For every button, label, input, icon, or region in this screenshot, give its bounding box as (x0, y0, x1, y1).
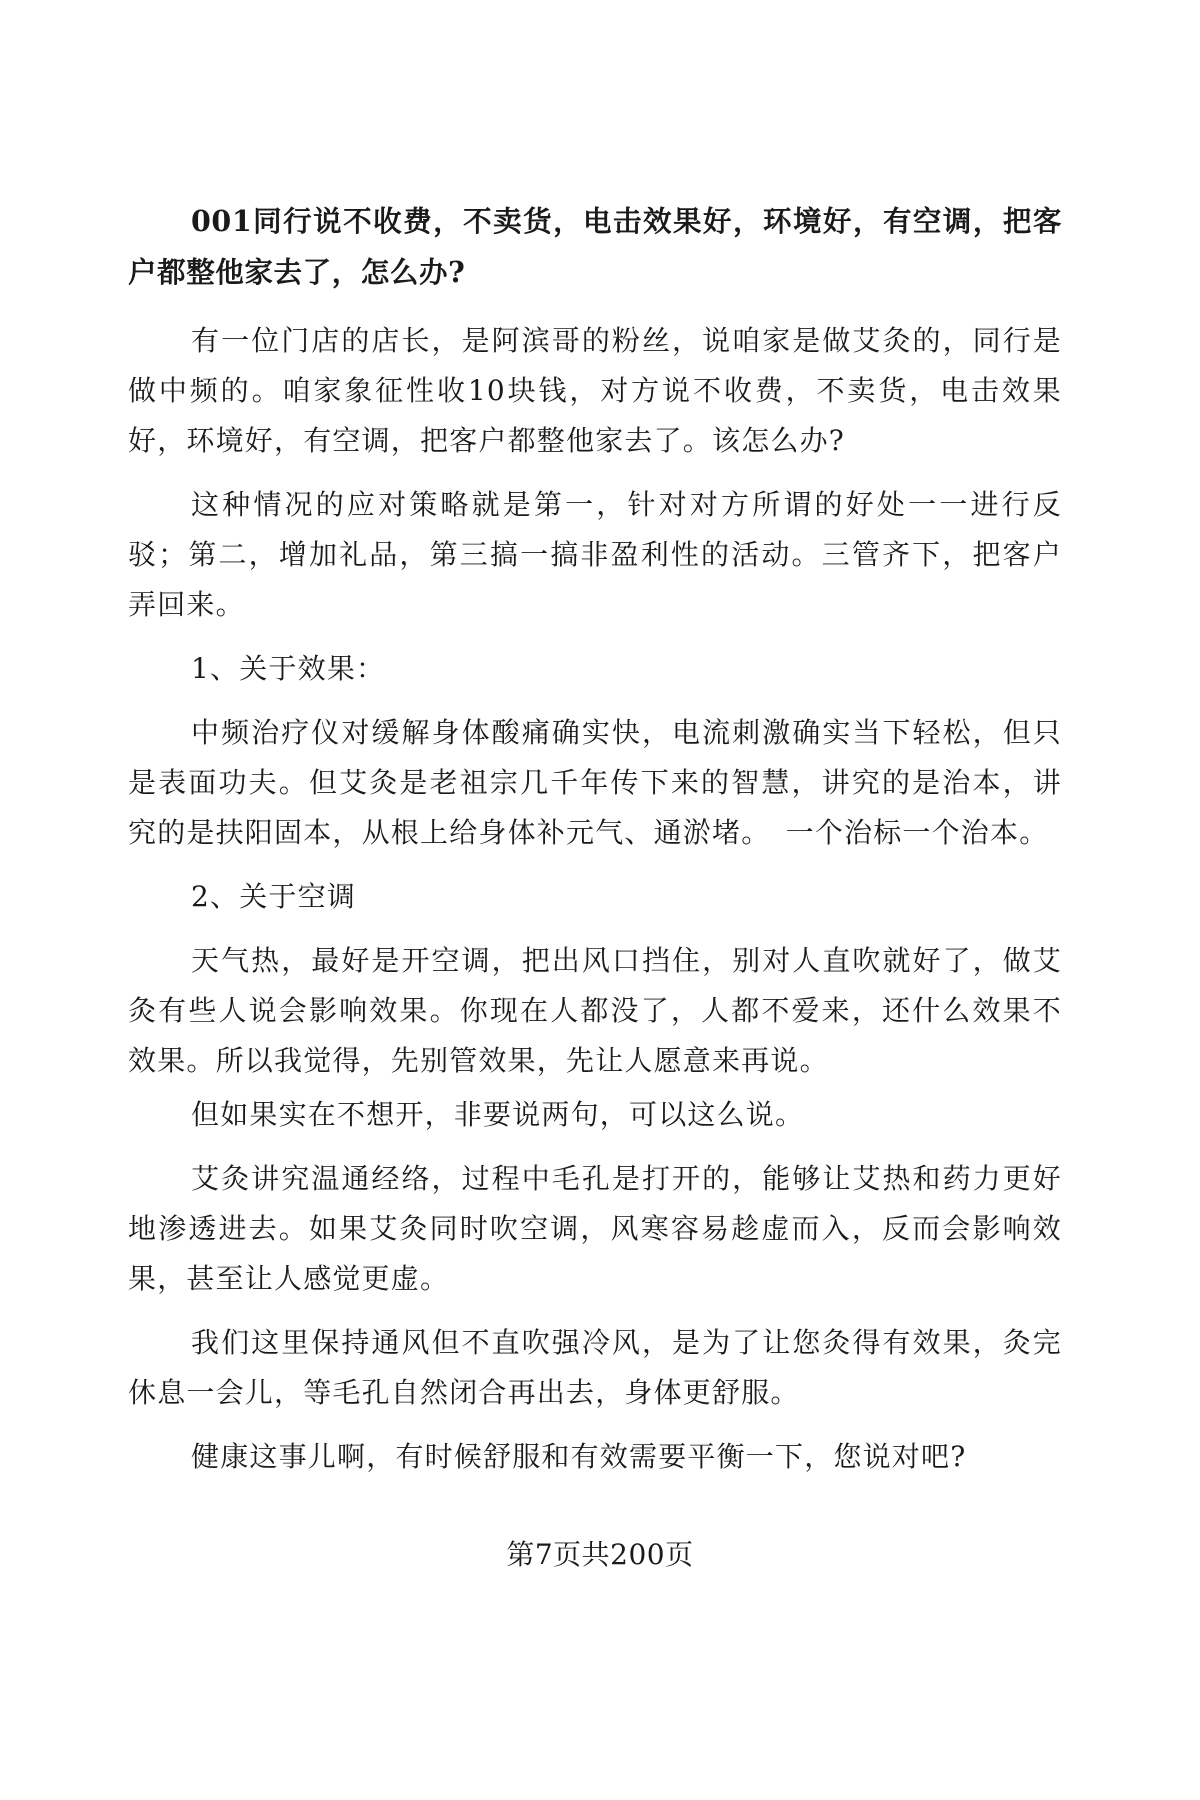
document-body (128, 196, 1062, 1496)
paragraph-ventilation: 我们这里保持通风但不直吹强冷风，是为了让您灸得有效果，灸完休息一会儿，等毛孔自然闭合再出去，身体更舒服。 (128, 1326, 1062, 1409)
paragraph-moxibustion-explanation: 艾灸讲究温通经络，过程中毛孔是打开的，能够让艾热和药力更好地渗透进去。如果艾灸同时吹空调，风寒容易趁虚而入，反而会影响效果，甚至让人感觉更虚。 (128, 1162, 1062, 1295)
paragraph-strategy: 这种情况的应对策略就是第一，针对对方所谓的好处一一进行反驳；第二，增加礼品，第三搞一搞非盈利性的活动。三管齐下，把客户弄回来。 (128, 488, 1062, 621)
paragraph-intro: 有一位门店的店长，是阿滨哥的粉丝，说咱家是做艾灸的，同行是做中频的。咱家象征性收10块钱，对方说不收费，不卖货，电击效果好，环境好，有空调，把客户都整他家去了。该怎么办? (128, 324, 1062, 457)
paragraph-effect: 中频治疗仪对缓解身体酸痛确实快，电流刺激确实当下轻松，但只是表面功夫。但艾灸是老祖宗几千年传下来的智慧，讲究的是治本，讲究的是扶阳固本，从根上给身体补元气、通淤堵。 一个治标一个治本。 (128, 716, 1062, 849)
heading-air-conditioning: 2、关于空调 (191, 880, 357, 913)
paragraph-alternative: 但如果实在不想开，非要说两句，可以这么说。 (191, 1098, 805, 1131)
paragraph-air-conditioning: 天气热，最好是开空调，把出风口挡住，别对人直吹就好了，做艾灸有些人说会影响效果。你现在人都没了，人都不爱来，还什么效果不效果。所以我觉得，先别管效果，先让人愿意来再说。 (128, 944, 1062, 1077)
section-title: 001同行说不收费，不卖货，电击效果好，环境好，有空调，把客户都整他家去了，怎么办? (128, 204, 1062, 289)
page-number-footer: 第7页共200页 (506, 1538, 694, 1571)
paragraph-closing: 健康这事儿啊，有时候舒服和有效需要平衡一下，您说对吧? (191, 1440, 967, 1473)
heading-effect: 1、关于效果： (191, 652, 386, 685)
